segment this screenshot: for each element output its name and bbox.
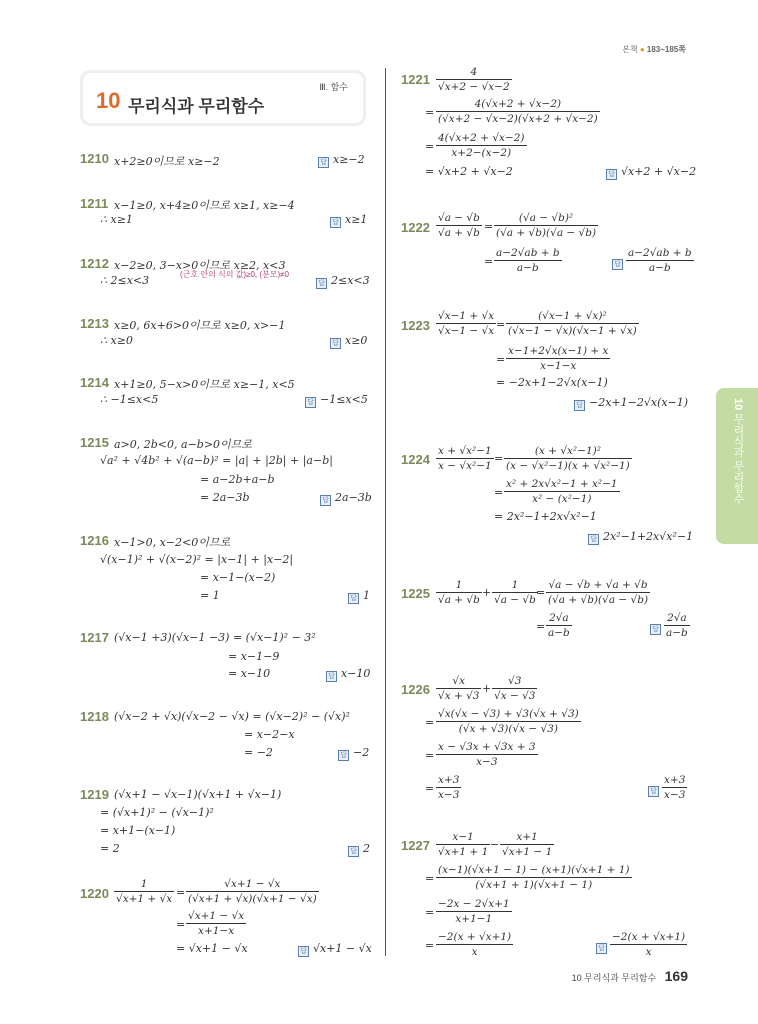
column-divider [385,68,386,956]
hint-note: (근호 안의 식의 값)≥0, (분모)≠0 [180,270,290,279]
side-tab-label: 무리식과 무리함수 [732,413,744,505]
title-box [80,70,366,126]
page-reference: 본책 ● 183~185쪽 [622,45,686,54]
side-tab [716,388,758,544]
unit-label: Ⅲ. 함수 [319,82,348,92]
chapter-number: 10 [96,88,121,113]
chapter-title: 무리식과 무리함수 [128,97,265,116]
footer-label: 10 무리식과 무리함수 [571,973,657,983]
side-tab-number: 10 [732,398,744,411]
page-number: 169 [664,968,688,984]
page-footer [572,968,688,986]
